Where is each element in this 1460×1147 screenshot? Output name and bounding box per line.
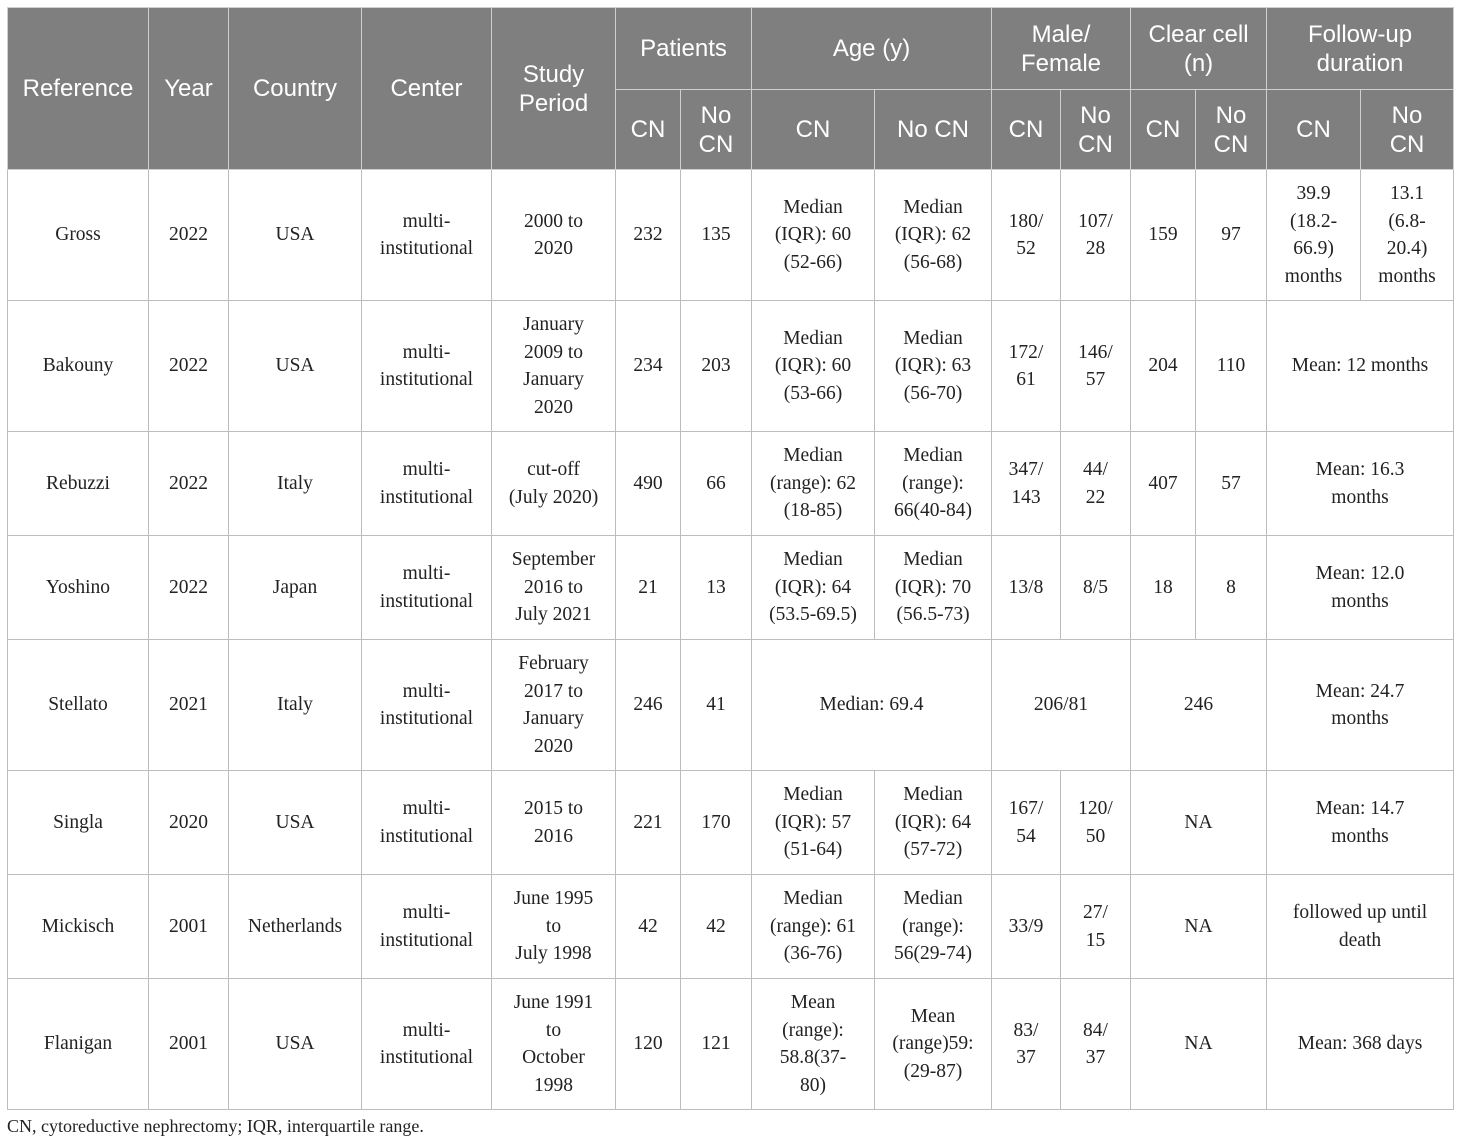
cell-cc-no-cn: 110 [1196,301,1267,432]
col-header-study-period: Study Period [492,8,616,170]
table-row [8,170,1454,301]
cell-country: Netherlands [229,875,362,979]
cell-year: 2001 [149,979,229,1110]
cell-reference: Yoshino [8,536,149,640]
cell-patients-no-cn: 41 [681,640,752,771]
header-row-1 [8,8,1454,90]
cell-age-cn: Median (range): 62 (18-85) [752,432,875,536]
cell-follow-up: Mean: 24.7 months [1267,640,1454,771]
cell-year: 2001 [149,875,229,979]
subheader-cc-cn: CN [1131,90,1196,170]
cell-mf-cn: 83/ 37 [992,979,1061,1110]
cell-center: multi- institutional [362,771,492,875]
cell-study-period: cut-off (July 2020) [492,432,616,536]
subheader-mf-cn: CN [992,90,1061,170]
cell-clear-cell: 246 [1131,640,1267,771]
cell-mf-no-cn: 44/ 22 [1061,432,1131,536]
cell-reference: Gross [8,170,149,301]
cell-age-no-cn: Median (range): 66(40-84) [875,432,992,536]
cell-male-female: 206/81 [992,640,1131,771]
cell-age: Median: 69.4 [752,640,992,771]
subheader-mf-no-cn: No CN [1061,90,1131,170]
subheader-age-no-cn: No CN [875,90,992,170]
col-header-country: Country [229,8,362,170]
subheader-patients-cn: CN [616,90,681,170]
cell-patients-cn: 221 [616,771,681,875]
cell-mf-cn: 167/ 54 [992,771,1061,875]
cell-center: multi- institutional [362,979,492,1110]
subheader-fu-cn: CN [1267,90,1361,170]
cell-reference: Flanigan [8,979,149,1110]
table-row [8,536,1454,640]
cell-country: USA [229,979,362,1110]
cell-mf-cn: 180/ 52 [992,170,1061,301]
cell-study-period: February 2017 to January 2020 [492,640,616,771]
cell-reference: Rebuzzi [8,432,149,536]
cell-clear-cell: NA [1131,771,1267,875]
cell-mf-no-cn: 27/ 15 [1061,875,1131,979]
cell-age-no-cn: Median (IQR): 63 (56-70) [875,301,992,432]
cell-mf-no-cn: 8/5 [1061,536,1131,640]
cell-fu-no-cn: 13.1 (6.8- 20.4) months [1361,170,1454,301]
cell-study-period: September 2016 to July 2021 [492,536,616,640]
table-row [8,301,1454,432]
cell-age-cn: Median (IQR): 57 (51-64) [752,771,875,875]
cell-country: Italy [229,432,362,536]
cell-follow-up: Mean: 16.3 months [1267,432,1454,536]
cell-patients-cn: 120 [616,979,681,1110]
cell-patients-no-cn: 121 [681,979,752,1110]
cell-patients-cn: 490 [616,432,681,536]
cell-follow-up: Mean: 12.0 months [1267,536,1454,640]
cell-mf-cn: 172/ 61 [992,301,1061,432]
col-header-center: Center [362,8,492,170]
cell-mf-no-cn: 146/ 57 [1061,301,1131,432]
cell-cc-no-cn: 8 [1196,536,1267,640]
cell-study-period: 2000 to 2020 [492,170,616,301]
cell-patients-cn: 246 [616,640,681,771]
cell-cc-no-cn: 97 [1196,170,1267,301]
cell-cc-cn: 407 [1131,432,1196,536]
cell-mf-no-cn: 84/ 37 [1061,979,1131,1110]
subheader-patients-no-cn: No CN [681,90,752,170]
cell-reference: Mickisch [8,875,149,979]
table-footnote: CN, cytoreductive nephrectomy; IQR, interquartile range. [7,1116,424,1136]
cell-age-no-cn: Median (range): 56(29-74) [875,875,992,979]
cell-reference: Singla [8,771,149,875]
cell-country: Japan [229,536,362,640]
col-header-patients: Patients [616,8,752,90]
table-row [8,432,1454,536]
study-characteristics-table-container [7,7,1453,1110]
col-header-male-female: Male/ Female [992,8,1131,90]
cell-follow-up: Mean: 12 months [1267,301,1454,432]
cell-center: multi- institutional [362,432,492,536]
cell-follow-up: Mean: 368 days [1267,979,1454,1110]
cell-age-no-cn: Mean (range)59: (29-87) [875,979,992,1110]
cell-study-period: 2015 to 2016 [492,771,616,875]
cell-patients-cn: 21 [616,536,681,640]
cell-year: 2022 [149,536,229,640]
cell-follow-up: followed up until death [1267,875,1454,979]
cell-study-period: June 1995 to July 1998 [492,875,616,979]
table-row [8,640,1454,771]
table-row [8,875,1454,979]
cell-year: 2020 [149,771,229,875]
cell-age-cn: Median (IQR): 60 (53-66) [752,301,875,432]
cell-center: multi- institutional [362,640,492,771]
cell-age-cn: Median (IQR): 64 (53.5-69.5) [752,536,875,640]
cell-mf-cn: 33/9 [992,875,1061,979]
cell-cc-cn: 18 [1131,536,1196,640]
cell-age-no-cn: Median (IQR): 70 (56.5-73) [875,536,992,640]
cell-age-cn: Median (IQR): 60 (52-66) [752,170,875,301]
cell-patients-cn: 234 [616,301,681,432]
cell-patients-no-cn: 42 [681,875,752,979]
col-header-year: Year [149,8,229,170]
cell-year: 2022 [149,301,229,432]
cell-center: multi- institutional [362,170,492,301]
cell-follow-up: Mean: 14.7 months [1267,771,1454,875]
cell-age-cn: Median (range): 61 (36-76) [752,875,875,979]
table-row [8,771,1454,875]
cell-country: USA [229,301,362,432]
cell-center: multi- institutional [362,875,492,979]
cell-country: Italy [229,640,362,771]
cell-cc-cn: 159 [1131,170,1196,301]
col-header-follow-up: Follow-up duration [1267,8,1454,90]
cell-clear-cell: NA [1131,875,1267,979]
cell-mf-cn: 13/8 [992,536,1061,640]
cell-patients-cn: 42 [616,875,681,979]
cell-clear-cell: NA [1131,979,1267,1110]
cell-year: 2021 [149,640,229,771]
cell-patients-cn: 232 [616,170,681,301]
col-header-age: Age (y) [752,8,992,90]
subheader-fu-no-cn: No CN [1361,90,1454,170]
cell-patients-no-cn: 13 [681,536,752,640]
cell-study-period: June 1991 to October 1998 [492,979,616,1110]
cell-mf-cn: 347/ 143 [992,432,1061,536]
col-header-reference: Reference [8,8,149,170]
cell-reference: Stellato [8,640,149,771]
subheader-age-cn: CN [752,90,875,170]
cell-cc-cn: 204 [1131,301,1196,432]
cell-mf-no-cn: 120/ 50 [1061,771,1131,875]
cell-cc-no-cn: 57 [1196,432,1267,536]
cell-center: multi- institutional [362,301,492,432]
cell-reference: Bakouny [8,301,149,432]
table-row [8,979,1454,1110]
cell-year: 2022 [149,432,229,536]
study-characteristics-table [7,7,1454,1110]
cell-study-period: January 2009 to January 2020 [492,301,616,432]
cell-patients-no-cn: 135 [681,170,752,301]
cell-patients-no-cn: 203 [681,301,752,432]
cell-fu-cn: 39.9 (18.2- 66.9) months [1267,170,1361,301]
cell-patients-no-cn: 66 [681,432,752,536]
cell-age-no-cn: Median (IQR): 64 (57-72) [875,771,992,875]
cell-age-no-cn: Median (IQR): 62 (56-68) [875,170,992,301]
cell-year: 2022 [149,170,229,301]
cell-country: USA [229,771,362,875]
cell-mf-no-cn: 107/ 28 [1061,170,1131,301]
cell-age-cn: Mean (range): 58.8(37- 80) [752,979,875,1110]
cell-center: multi- institutional [362,536,492,640]
cell-country: USA [229,170,362,301]
cell-patients-no-cn: 170 [681,771,752,875]
subheader-cc-no-cn: No CN [1196,90,1267,170]
col-header-clear-cell: Clear cell (n) [1131,8,1267,90]
